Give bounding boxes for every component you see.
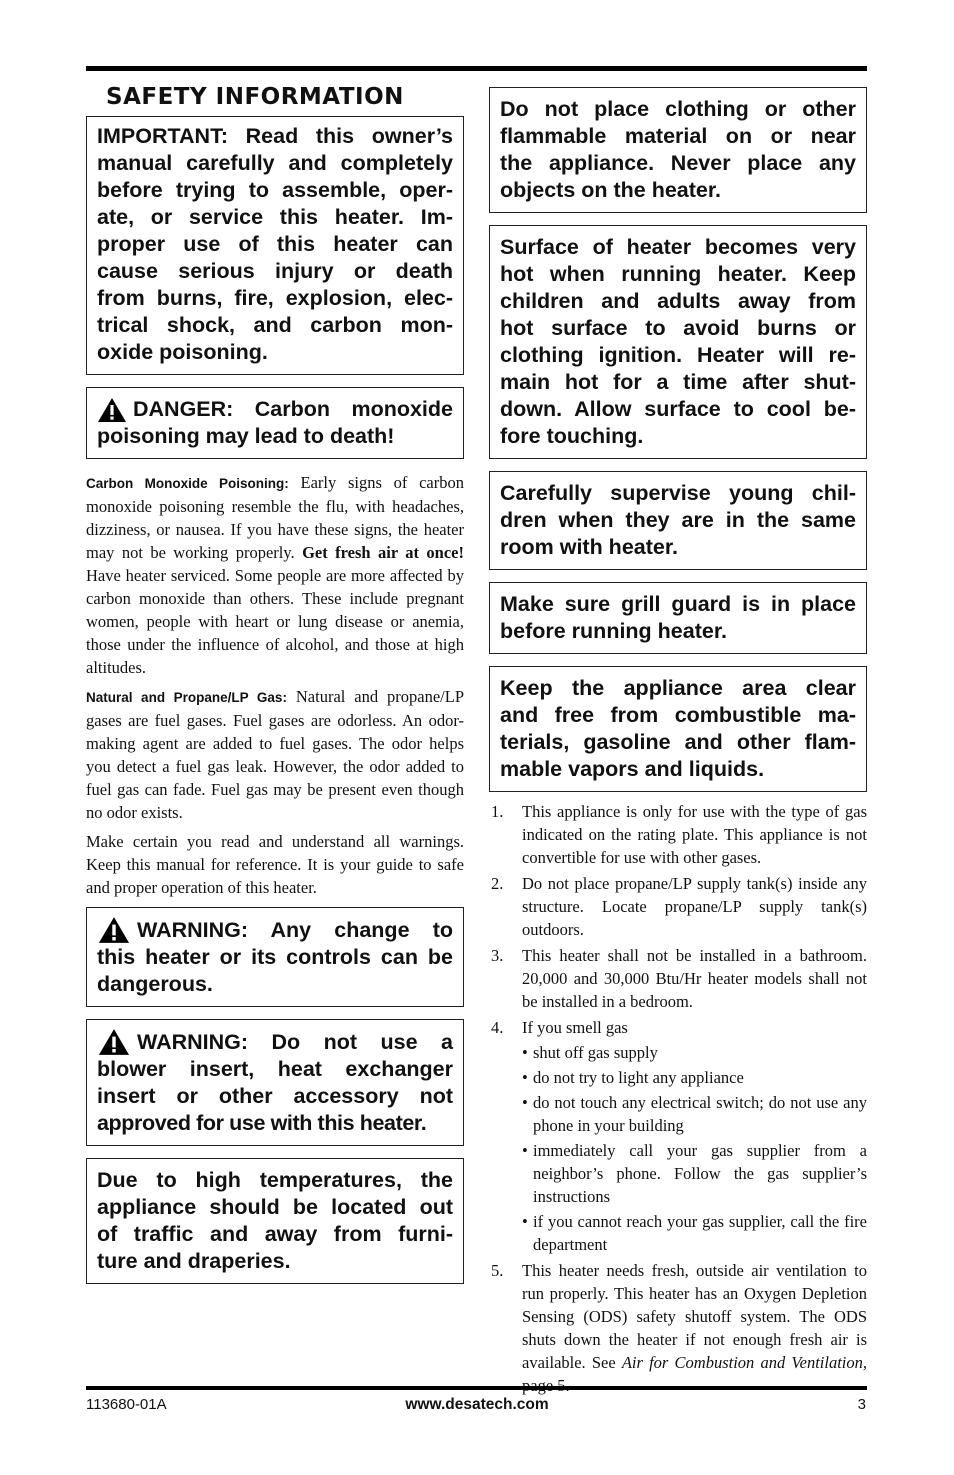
- box-line: oxide poisoning.: [97, 340, 268, 364]
- list-text: Do not place propane/LP supply tank(s) inside any structure. Locate propane/LP supply tank(s) outdoors.: [522, 874, 867, 939]
- box-line: poisoning may lead to death!: [97, 424, 395, 448]
- co-lead: Carbon Monoxide Poisoning:: [86, 476, 289, 491]
- grill-guard-box: [489, 582, 867, 654]
- box-line: objects on the heater.: [500, 178, 722, 202]
- warning-box-change: [86, 907, 464, 1007]
- box-line: terials, gasoline and other flam-: [500, 730, 856, 754]
- box-line: dren when they are in the same: [500, 508, 856, 532]
- read-paragraph: Make certain you read and understand all warnings. Keep this manual for reference. It is your guide to safe and proper operation of this heater.: [86, 832, 464, 897]
- box-line: hot when running heater. Keep: [500, 262, 856, 286]
- section-title: SAFETY INFORMATION: [106, 84, 404, 110]
- gas-smell-bullets: [522, 1041, 867, 1256]
- warning-box-blower: [86, 1019, 464, 1146]
- warning-heading-line: [97, 1028, 453, 1056]
- list-number: 1.: [491, 802, 504, 821]
- danger-heading-line: [97, 396, 453, 423]
- temperature-box: [86, 1158, 464, 1284]
- bullet-item: • do not try to light any appliance: [522, 1066, 867, 1089]
- warning-triangle-icon: [97, 1028, 131, 1056]
- list-item: [489, 944, 867, 1013]
- box-line: IMPORTANT: Read this owner’s: [97, 124, 453, 148]
- box-line: Keep the appliance area clear: [500, 676, 856, 700]
- box-line: hot surface to avoid burns or: [500, 316, 856, 340]
- box-line: clothing ignition. Heater will re-: [500, 343, 856, 367]
- box-line: fore touching.: [500, 424, 644, 448]
- box-line: from burns, fire, explosion, elec-: [97, 286, 453, 310]
- list-number: 5.: [491, 1261, 504, 1280]
- document-number: 113680-01A: [86, 1396, 167, 1413]
- list-item: [489, 1259, 867, 1397]
- list-number: 4.: [491, 1018, 504, 1037]
- left-column: [86, 80, 464, 1296]
- box-line: manual carefully and completely: [97, 151, 453, 175]
- bullet-item: • shut off gas supply: [522, 1041, 867, 1064]
- box-line: Do not place clothing or other: [500, 97, 856, 121]
- box-line: blower insert, heat exchanger: [97, 1057, 453, 1081]
- box-line: down. Allow surface to cool be-: [500, 397, 856, 421]
- box-line: Carefully supervise young chil-: [500, 481, 856, 505]
- box-line: before trying to assemble, oper-: [97, 178, 453, 202]
- box-line: room with heater.: [500, 535, 679, 559]
- list-text: This heater needs fresh, outside air ventilation to run properly. This heater has an Oxygen Depletion Sensing (ODS) safety shutoff system. The ODS shuts down the heater if not enough fresh air is available. See: [522, 1261, 867, 1372]
- gas-paragraph: [86, 685, 464, 824]
- box-line: and free from combustible ma-: [500, 703, 856, 727]
- warning-triangle-icon: [97, 397, 127, 423]
- bottom-rule: [86, 1386, 867, 1390]
- box-line: appliance should be located out: [97, 1195, 453, 1219]
- surface-box: [489, 225, 867, 459]
- co-text-2: Have heater serviced. Some people are more affected by carbon monoxide than others. These include pregnant women, people with heart or lung disease or anemia, those under the influence of alcohol, and those at high altitudes.: [86, 566, 464, 677]
- co-text-1: Early signs of carbon monoxide poisoning resemble the flu, with headaches, dizziness, or nausea. If you have these signs, the heater may not be working properly.: [86, 473, 465, 562]
- bullet-item: • do not touch any electrical switch; do not use any phone in your building: [522, 1091, 867, 1137]
- list-number: 3.: [491, 946, 504, 965]
- box-line: trical shock, and carbon mon-: [97, 313, 453, 337]
- gas-text: Natural and propane/LP gases are fuel gases. Fuel gases are odorless. An odor-making agent are added to fuel gases. The odor helps you detect a fuel gas leak. However, the odor added to fuel gas can fade. Fuel gas may be present even though no odor exists.: [86, 687, 464, 822]
- danger-heading: DANGER: Carbon monoxide: [133, 397, 453, 421]
- box-line: ture and draperies.: [97, 1249, 291, 1273]
- box-line: this heater or its controls can be: [97, 945, 453, 969]
- co-bold: Get fresh air at once!: [302, 543, 465, 562]
- clothing-box: [489, 87, 867, 213]
- list-number: 2.: [491, 874, 504, 893]
- warning-heading: WARNING: Any change to: [137, 917, 453, 942]
- list-text: This appliance is only for use with the type of gas indicated on the rating plate. This appliance is not convertible for use with other gases.: [522, 802, 867, 867]
- box-line: the appliance. Never place any: [500, 151, 856, 175]
- box-line: mable vapors and liquids.: [500, 757, 765, 781]
- top-rule: [86, 66, 867, 71]
- box-line: Surface of heater becomes very: [500, 235, 856, 259]
- danger-box: [86, 387, 464, 459]
- box-line: flammable material on or near: [500, 124, 856, 148]
- box-line: Make sure grill guard is in place: [500, 592, 856, 616]
- box-line: insert or other accessory not: [97, 1084, 453, 1108]
- warning-heading: WARNING: Do not use a: [137, 1029, 453, 1054]
- warning-heading-line: [97, 916, 453, 944]
- box-line: Due to high temperatures, the: [97, 1168, 453, 1192]
- box-line: approved for use with this heater.: [97, 1111, 427, 1135]
- cross-reference: Air for Combustion and Ventilation,: [621, 1353, 867, 1372]
- bullet-item: • immediately call your gas supplier from a neighbor’s phone. Follow the gas supplier’s instructions: [522, 1139, 867, 1208]
- gas-lead: Natural and Propane/LP Gas:: [86, 690, 287, 705]
- warning-triangle-icon: [97, 916, 131, 944]
- box-line: proper use of this heater can: [97, 232, 453, 256]
- list-item: [489, 1016, 867, 1256]
- list-text: If you smell gas: [522, 1018, 628, 1037]
- box-line: cause serious injury or death: [97, 259, 453, 283]
- list-item: [489, 872, 867, 941]
- box-line: dangerous.: [97, 972, 213, 996]
- list-item: [489, 800, 867, 869]
- right-column: [489, 87, 867, 1400]
- website-link[interactable]: www.desatech.com: [405, 1396, 549, 1413]
- page-number: 3: [857, 1396, 866, 1413]
- safety-list: [489, 800, 867, 1397]
- box-line: main hot for a time after shut-: [500, 370, 856, 394]
- bullet-item: • if you cannot reach your gas supplier, call the fire department: [522, 1210, 867, 1256]
- box-line: children and adults away from: [500, 289, 856, 313]
- co-paragraph: [86, 471, 464, 679]
- important-box: [86, 116, 464, 375]
- supervise-box: [489, 471, 867, 570]
- clear-area-box: [489, 666, 867, 792]
- list-text: This heater shall not be installed in a bathroom. 20,000 and 30,000 Btu/Hr heater models shall not be installed in a bedroom.: [522, 946, 867, 1011]
- box-line: before running heater.: [500, 619, 727, 643]
- box-line: ate, or service this heater. Im-: [97, 205, 453, 229]
- box-line: of traffic and away from furni-: [97, 1222, 453, 1246]
